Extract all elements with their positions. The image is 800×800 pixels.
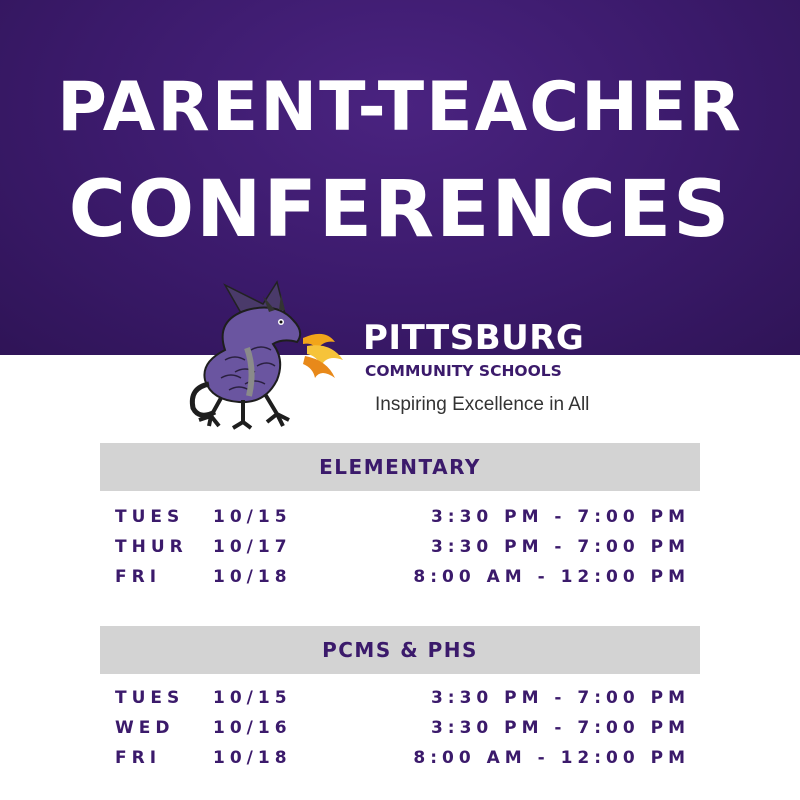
district-subtitle: COMMUNITY SCHOOLS — [365, 362, 562, 380]
district-logo — [185, 280, 625, 430]
schedule-date: 10/17 — [213, 537, 292, 557]
schedule-date: 10/16 — [213, 718, 292, 738]
schedule-row — [115, 718, 690, 748]
schedule-date: 10/18 — [213, 748, 292, 768]
schedule-time: 3:30 PM - 7:00 PM — [430, 688, 690, 708]
schedule-row — [115, 688, 690, 718]
district-name: PITTSBURG — [363, 318, 585, 358]
section-heading-elementary: ELEMENTARY — [100, 443, 700, 491]
schedule-day: TUES — [115, 688, 185, 708]
schedule-day: WED — [115, 718, 175, 738]
schedule-list-secondary — [115, 688, 690, 778]
title-line-1: PARENT-TEACHER — [57, 68, 743, 147]
schedule-time: 8:00 AM - 12:00 PM — [413, 567, 690, 587]
schedule-day: THUR — [115, 537, 188, 557]
section-heading-secondary: PCMS & PHS — [100, 626, 700, 674]
title-line-2: CONFERENCES — [68, 165, 732, 255]
schedule-day: FRI — [115, 567, 162, 587]
district-tagline: Inspiring Excellence in All — [375, 394, 590, 415]
schedule-list-elementary — [115, 507, 690, 597]
schedule-time: 3:30 PM - 7:00 PM — [430, 537, 690, 557]
schedule-date: 10/15 — [213, 688, 292, 708]
schedule-date: 10/18 — [213, 567, 292, 587]
schedule-date: 10/15 — [213, 507, 292, 527]
dragon-icon — [185, 280, 365, 430]
schedule-row — [115, 507, 690, 537]
schedule-time: 8:00 AM - 12:00 PM — [413, 748, 690, 768]
schedule-row — [115, 567, 690, 597]
schedule-day: FRI — [115, 748, 162, 768]
schedule-row — [115, 748, 690, 778]
schedule-time: 3:30 PM - 7:00 PM — [430, 507, 690, 527]
schedule-time: 3:30 PM - 7:00 PM — [430, 718, 690, 738]
schedule-day: TUES — [115, 507, 185, 527]
schedule-row — [115, 537, 690, 567]
